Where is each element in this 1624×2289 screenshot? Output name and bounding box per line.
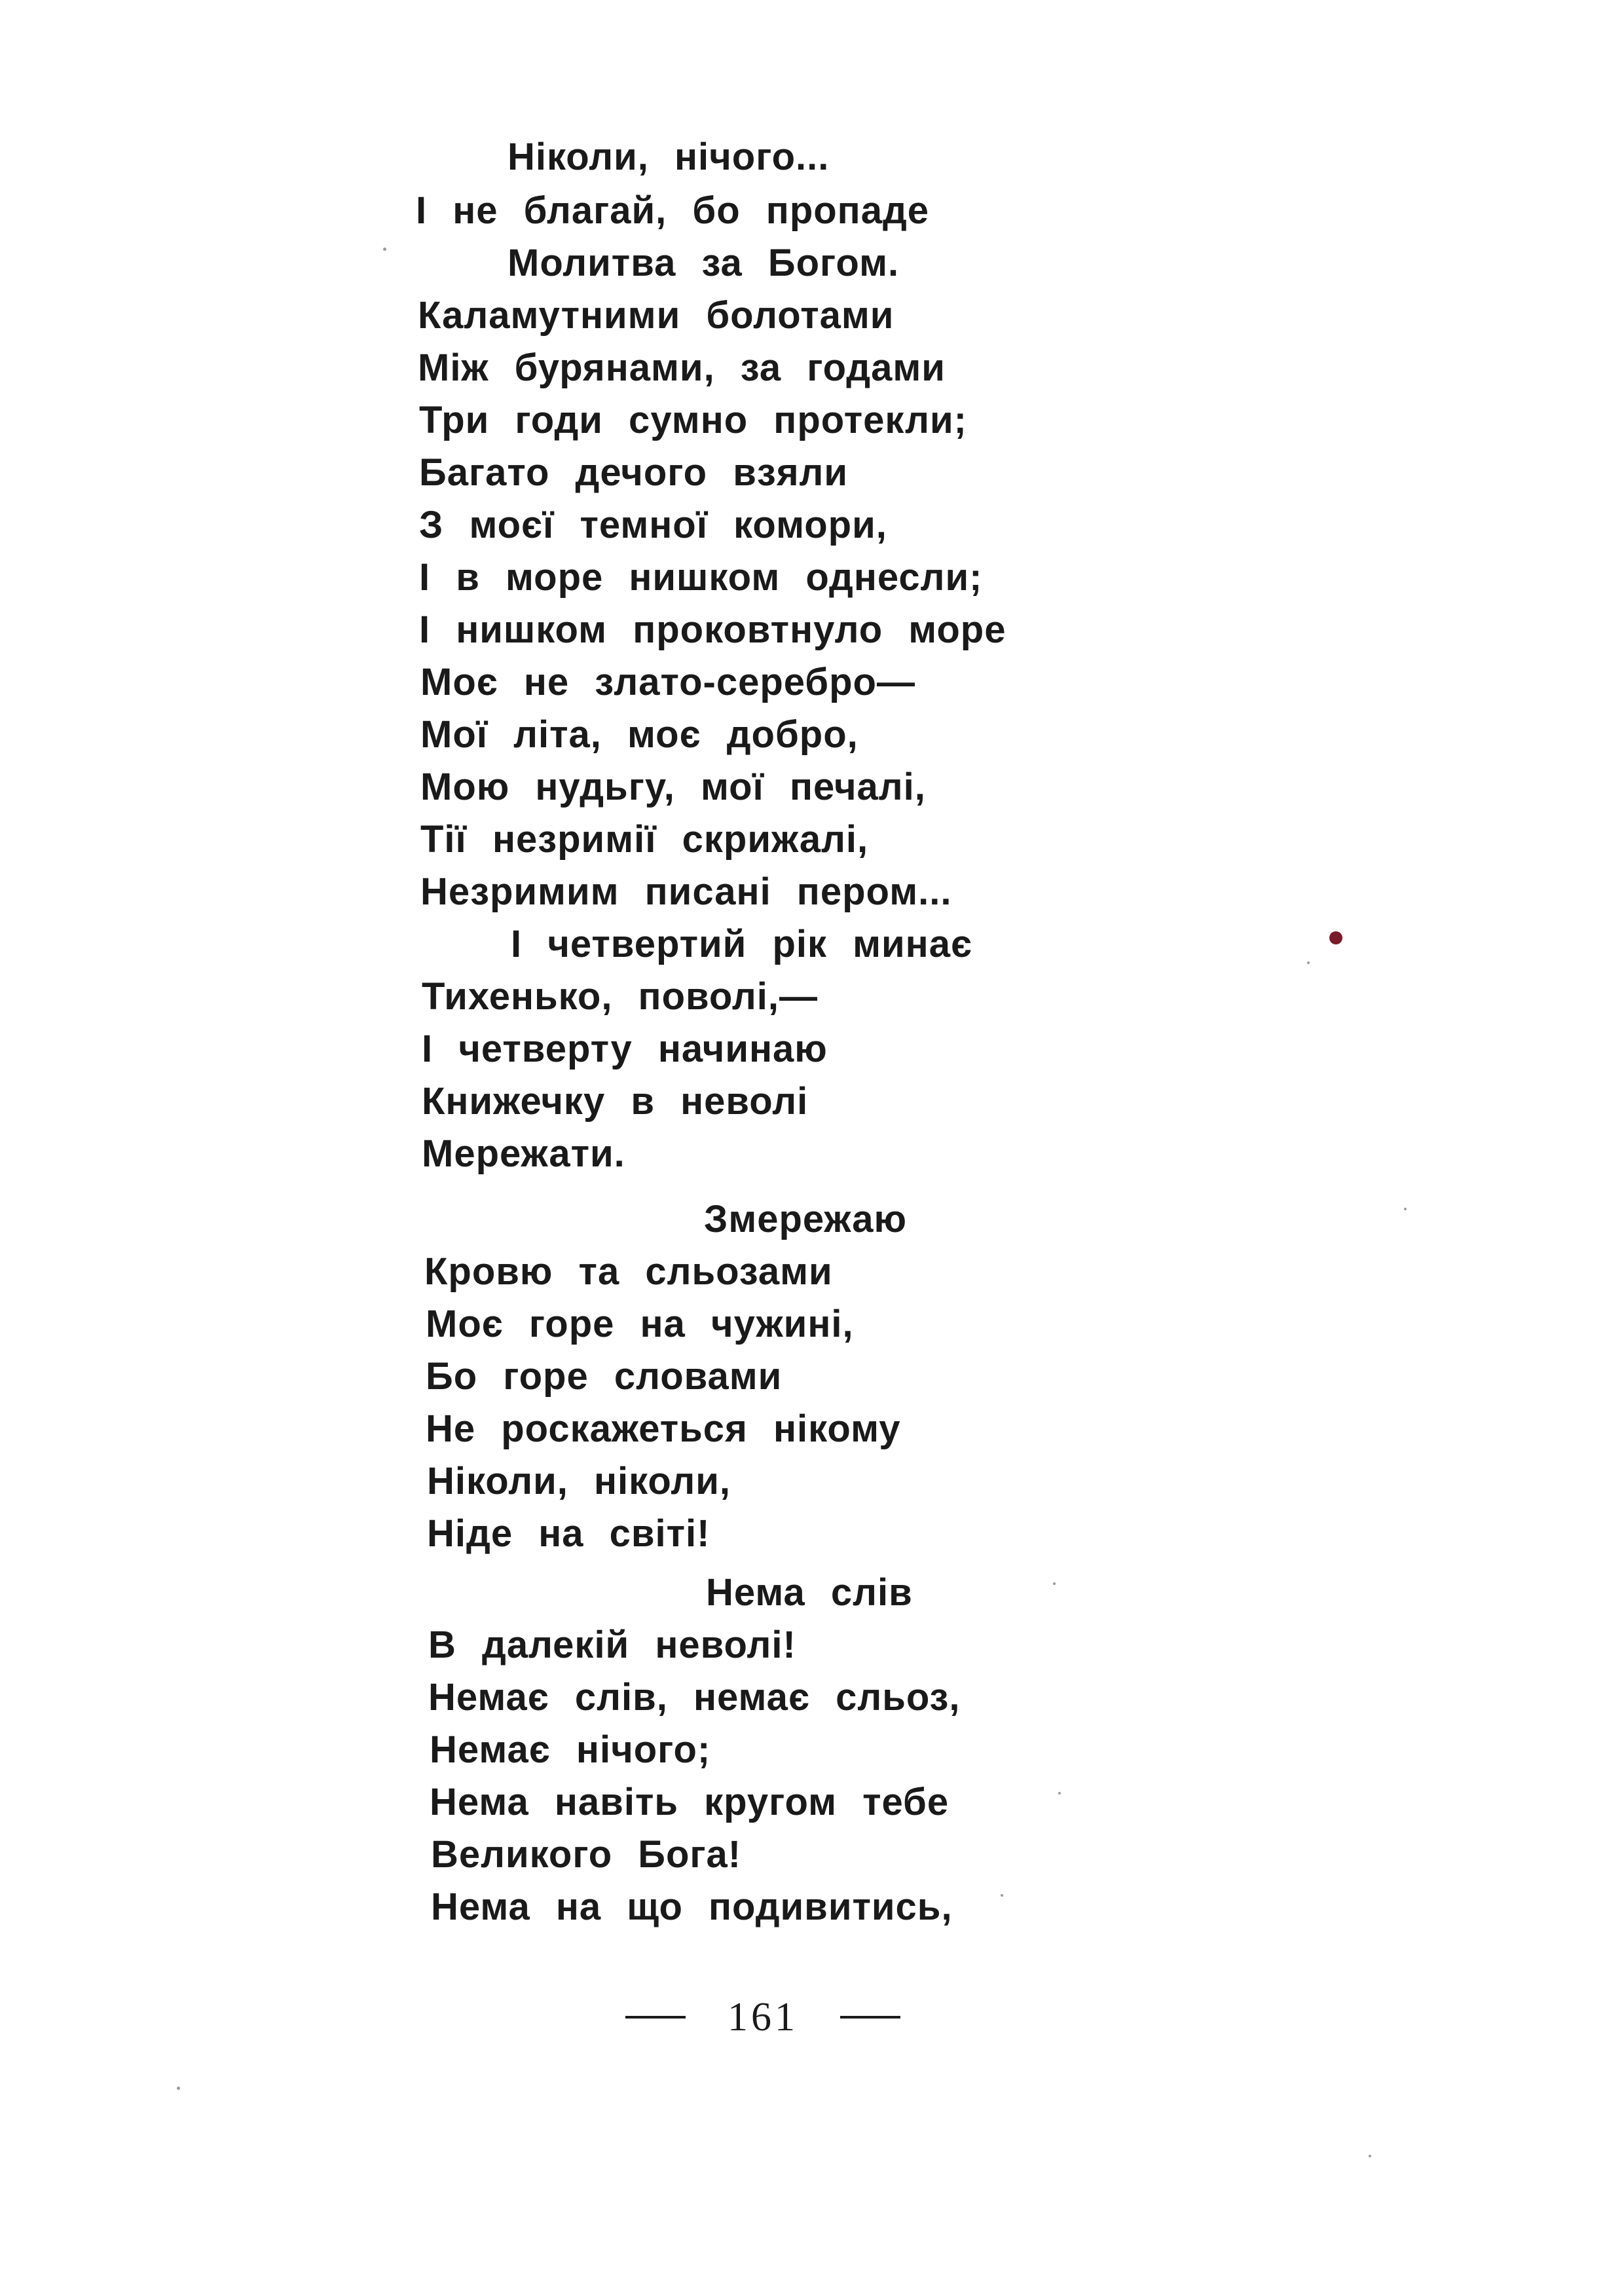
poem-line: Три годи сумно протекли; xyxy=(419,399,967,441)
ink-stain xyxy=(1329,931,1342,944)
poem-line: Між бурянами, за годами xyxy=(418,346,946,389)
dust-speck xyxy=(1058,1792,1061,1795)
poem-line: І нишком проковтнуло море xyxy=(419,608,1006,651)
dust-speck xyxy=(1001,1894,1003,1897)
poem-line: Кровю та сльозами xyxy=(424,1250,833,1293)
poem-line: Ніде на світі! xyxy=(427,1512,710,1555)
dust-speck xyxy=(177,2087,180,2090)
poem-line: Ніколи, нічого... xyxy=(507,136,830,178)
poem-line: І в море нишком однесли; xyxy=(419,556,983,599)
poem-line: Каламутними болотами xyxy=(418,294,895,337)
poem-line: Ніколи, ніколи, xyxy=(427,1460,731,1502)
dust-speck xyxy=(1053,1582,1056,1585)
poem-line: Молитва за Богом. xyxy=(507,242,900,284)
dust-speck xyxy=(1369,2155,1371,2157)
poem-line: З моєї темної комори, xyxy=(419,504,887,546)
poem-line: Бо горе словами xyxy=(426,1355,783,1398)
poem-line: Моє горе на чужині, xyxy=(426,1303,854,1345)
poem-line: В далекій неволі! xyxy=(428,1624,796,1666)
poem-line: І не благай, бо пропаде xyxy=(416,189,930,232)
dust-speck xyxy=(383,248,386,251)
poem-line: Нема навіть кругом тебе xyxy=(430,1781,950,1823)
poem-line: Великого Бога! xyxy=(431,1833,742,1876)
page-number-dash-right xyxy=(840,2016,900,2019)
poem-line: Книжечку в неволі xyxy=(422,1080,809,1123)
page-number-dash-left xyxy=(625,2016,686,2019)
poem-line: Багато дечого взяли xyxy=(419,451,849,494)
poem-line: Тихенько, поволі,— xyxy=(422,975,818,1018)
dust-speck xyxy=(1404,1208,1407,1210)
poem-line: Незримим писані пером... xyxy=(420,870,952,913)
poem-line: Мережати. xyxy=(422,1132,625,1175)
poem-line: Тії незримії скрижалі, xyxy=(420,818,869,861)
page-number-text: 161 xyxy=(728,1994,798,2039)
poem-line: Мою нудьгу, мої печалі, xyxy=(420,766,926,808)
dust-speck xyxy=(1307,961,1310,964)
poem-line: І четверту начинаю xyxy=(422,1028,828,1070)
poem-line: Немає нічого; xyxy=(430,1728,711,1771)
page-number xyxy=(625,1988,900,2047)
poem-line: Нема слів xyxy=(706,1571,913,1614)
poem-line: Немає слів, немає сльоз, xyxy=(428,1676,961,1719)
poem-line: І четвертий рік минає xyxy=(511,923,973,965)
poem-line: Моє не злато-серебро— xyxy=(420,661,915,703)
poem-line: Змережаю xyxy=(704,1198,908,1240)
poem-line: Мої літа, моє добро, xyxy=(420,713,858,756)
poem-line: Не роскажеться нікому xyxy=(426,1407,901,1450)
poem-line: Нема на що подивитись, xyxy=(431,1886,953,1928)
